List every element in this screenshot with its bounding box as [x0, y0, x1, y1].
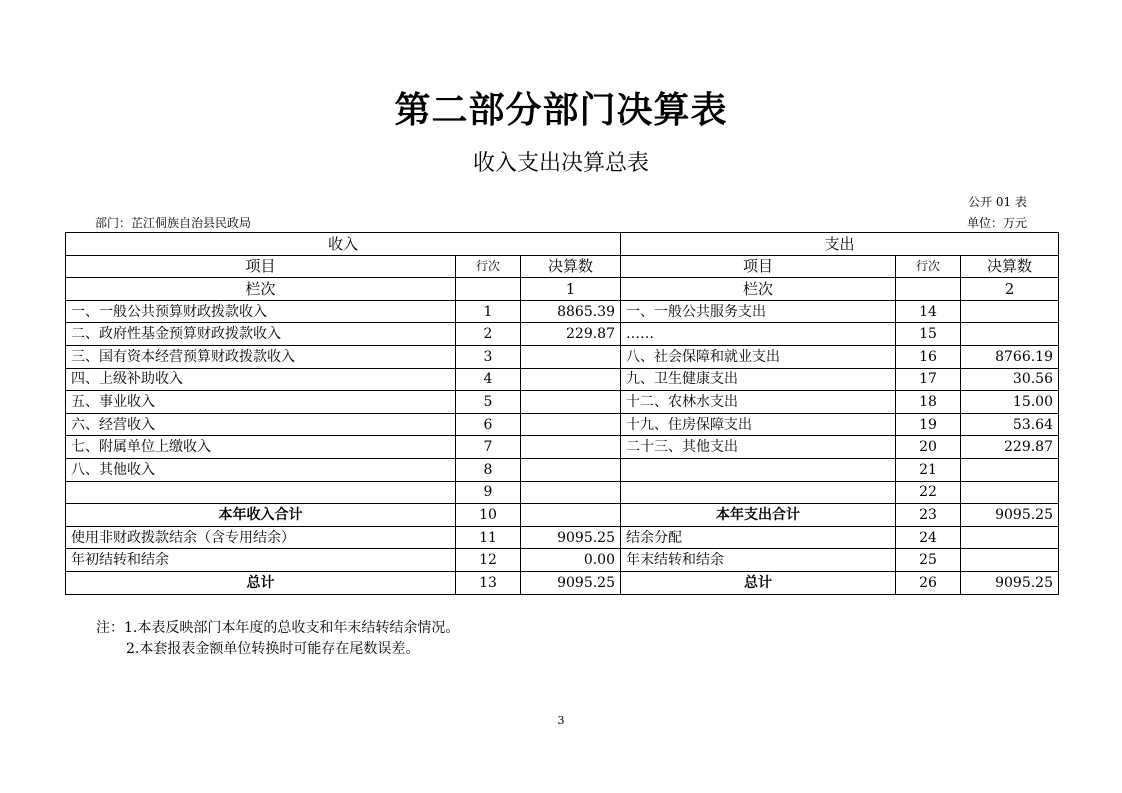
income-rowno-cell: 3 [456, 345, 521, 368]
income-amount-cell: 0.00 [521, 549, 621, 572]
income-amount-cell: 8865.39 [521, 300, 621, 323]
expense-amount-cell: 30.56 [961, 368, 1059, 391]
expense-column-label: 栏次 [621, 278, 896, 301]
expense-rowno-cell: 14 [896, 300, 961, 323]
expense-rowno-cell: 20 [896, 436, 961, 459]
expense-rowno-cell: 18 [896, 391, 961, 414]
income-amount-cell: 9095.25 [521, 526, 621, 549]
expense-amount-cell [961, 526, 1059, 549]
expense-rowno-cell: 19 [896, 413, 961, 436]
expense-item-cell: 结余分配 [621, 526, 896, 549]
expense-rowno-cell: 22 [896, 481, 961, 504]
income-column-blank [456, 278, 521, 301]
income-amount-cell [521, 413, 621, 436]
expense-amount-header: 决算数 [961, 255, 1059, 278]
income-item-cell: 三、国有资本经营预算财政拨款收入 [66, 345, 456, 368]
expense-item-header: 项目 [621, 255, 896, 278]
income-rowno-cell: 10 [456, 504, 521, 527]
expense-header: 支出 [621, 233, 1059, 256]
expense-column-blank [896, 278, 961, 301]
income-amount-cell [521, 481, 621, 504]
expense-item-cell: 年末结转和结余 [621, 549, 896, 572]
income-item-cell: 本年收入合计 [66, 504, 456, 527]
table-row [66, 526, 1059, 549]
note-1: 注：1.本表反映部门本年度的总收支和年末结转结余情况。 [96, 620, 460, 636]
income-item-cell: 年初结转和结余 [66, 549, 456, 572]
expense-amount-cell: 15.00 [961, 391, 1059, 414]
expense-amount-cell: 53.64 [961, 413, 1059, 436]
income-rowno-cell: 7 [456, 436, 521, 459]
income-item-cell: 二、政府性基金预算财政拨款收入 [66, 323, 456, 346]
expense-item-cell: 八、社会保障和就业支出 [621, 345, 896, 368]
income-column-number: 1 [521, 278, 621, 301]
table-row [66, 571, 1059, 594]
income-amount-cell [521, 391, 621, 414]
table-row [66, 549, 1059, 572]
income-rowno-cell: 9 [456, 481, 521, 504]
expense-item-cell: 十九、住房保障支出 [621, 413, 896, 436]
table-row [66, 391, 1059, 414]
expense-rowno-cell: 25 [896, 549, 961, 572]
income-item-cell: 总计 [66, 571, 456, 594]
notes [96, 618, 459, 660]
income-rowno-cell: 4 [456, 368, 521, 391]
income-amount-header: 决算数 [521, 255, 621, 278]
expense-amount-cell: 229.87 [961, 436, 1059, 459]
expense-item-cell [621, 481, 896, 504]
income-item-cell: 五、事业收入 [66, 391, 456, 414]
expense-rowno-cell: 24 [896, 526, 961, 549]
table-row [66, 368, 1059, 391]
expense-rowno-cell: 17 [896, 368, 961, 391]
expense-rowno-cell: 21 [896, 458, 961, 481]
income-rowno-cell: 8 [456, 458, 521, 481]
expense-item-cell: …… [621, 323, 896, 346]
income-item-cell: 使用非财政拨款结余（含专用结余） [66, 526, 456, 549]
table-row [66, 300, 1059, 323]
expense-item-cell: 十二、农林水支出 [621, 391, 896, 414]
table-row [66, 458, 1059, 481]
income-rowno-header: 行次 [456, 255, 521, 278]
income-amount-cell: 229.87 [521, 323, 621, 346]
table-row [66, 481, 1059, 504]
income-item-cell: 六、经营收入 [66, 413, 456, 436]
income-rowno-cell: 13 [456, 571, 521, 594]
income-rowno-cell: 12 [456, 549, 521, 572]
income-item-cell: 四、上级补助收入 [66, 368, 456, 391]
table-row [66, 413, 1059, 436]
expense-column-number: 2 [961, 278, 1059, 301]
income-amount-cell [521, 436, 621, 459]
income-item-cell [66, 481, 456, 504]
expense-item-cell [621, 458, 896, 481]
expense-item-cell: 总计 [621, 571, 896, 594]
income-rowno-cell: 5 [456, 391, 521, 414]
expense-amount-cell [961, 300, 1059, 323]
income-rowno-cell: 2 [456, 323, 521, 346]
expense-amount-cell [961, 481, 1059, 504]
table-row [66, 323, 1059, 346]
table-row [66, 436, 1059, 459]
expense-rowno-cell: 15 [896, 323, 961, 346]
income-header: 收入 [66, 233, 621, 256]
table-row [66, 345, 1059, 368]
income-rowno-cell: 6 [456, 413, 521, 436]
income-item-cell: 一、一般公共预算财政拨款收入 [66, 300, 456, 323]
expense-item-cell: 一、一般公共服务支出 [621, 300, 896, 323]
page-number: 3 [557, 714, 565, 727]
expense-item-cell: 二十三、其他支出 [621, 436, 896, 459]
expense-rowno-header: 行次 [896, 255, 961, 278]
header-row-section [66, 233, 1059, 256]
expense-amount-cell [961, 458, 1059, 481]
income-item-cell: 七、附属单位上缴收入 [66, 436, 456, 459]
unit-label: 单位：万元 [966, 216, 1027, 230]
note-2: 2.本套报表金额单位转换时可能存在尾数误差。 [126, 641, 420, 657]
header-row-columns [66, 255, 1059, 278]
income-rowno-cell: 11 [456, 526, 521, 549]
income-amount-cell [521, 458, 621, 481]
expense-amount-cell [961, 323, 1059, 346]
income-rowno-cell: 1 [456, 300, 521, 323]
income-item-header: 项目 [66, 255, 456, 278]
expense-item-cell: 九、卫生健康支出 [621, 368, 896, 391]
income-column-label: 栏次 [66, 278, 456, 301]
table-subtitle: 收入支出决算总表 [472, 151, 649, 176]
expense-rowno-cell: 26 [896, 571, 961, 594]
table-row [66, 504, 1059, 527]
expense-rowno-cell: 23 [896, 504, 961, 527]
income-amount-cell [521, 345, 621, 368]
department-label: 部门：芷江侗族自治县民政局 [95, 216, 252, 230]
income-amount-cell: 9095.25 [521, 571, 621, 594]
expense-amount-cell: 9095.25 [961, 571, 1059, 594]
income-amount-cell [521, 368, 621, 391]
income-amount-cell [521, 504, 621, 527]
expense-amount-cell: 9095.25 [961, 504, 1059, 527]
income-expense-table [65, 232, 1059, 595]
income-item-cell: 八、其他收入 [66, 458, 456, 481]
expense-rowno-cell: 16 [896, 345, 961, 368]
expense-amount-cell [961, 549, 1059, 572]
column-index-row [66, 278, 1059, 301]
expense-item-cell: 本年支出合计 [621, 504, 896, 527]
page-title: 第二部分部门决算表 [394, 89, 728, 131]
expense-amount-cell: 8766.19 [961, 345, 1059, 368]
table-code: 公开 01 表 [968, 195, 1027, 209]
